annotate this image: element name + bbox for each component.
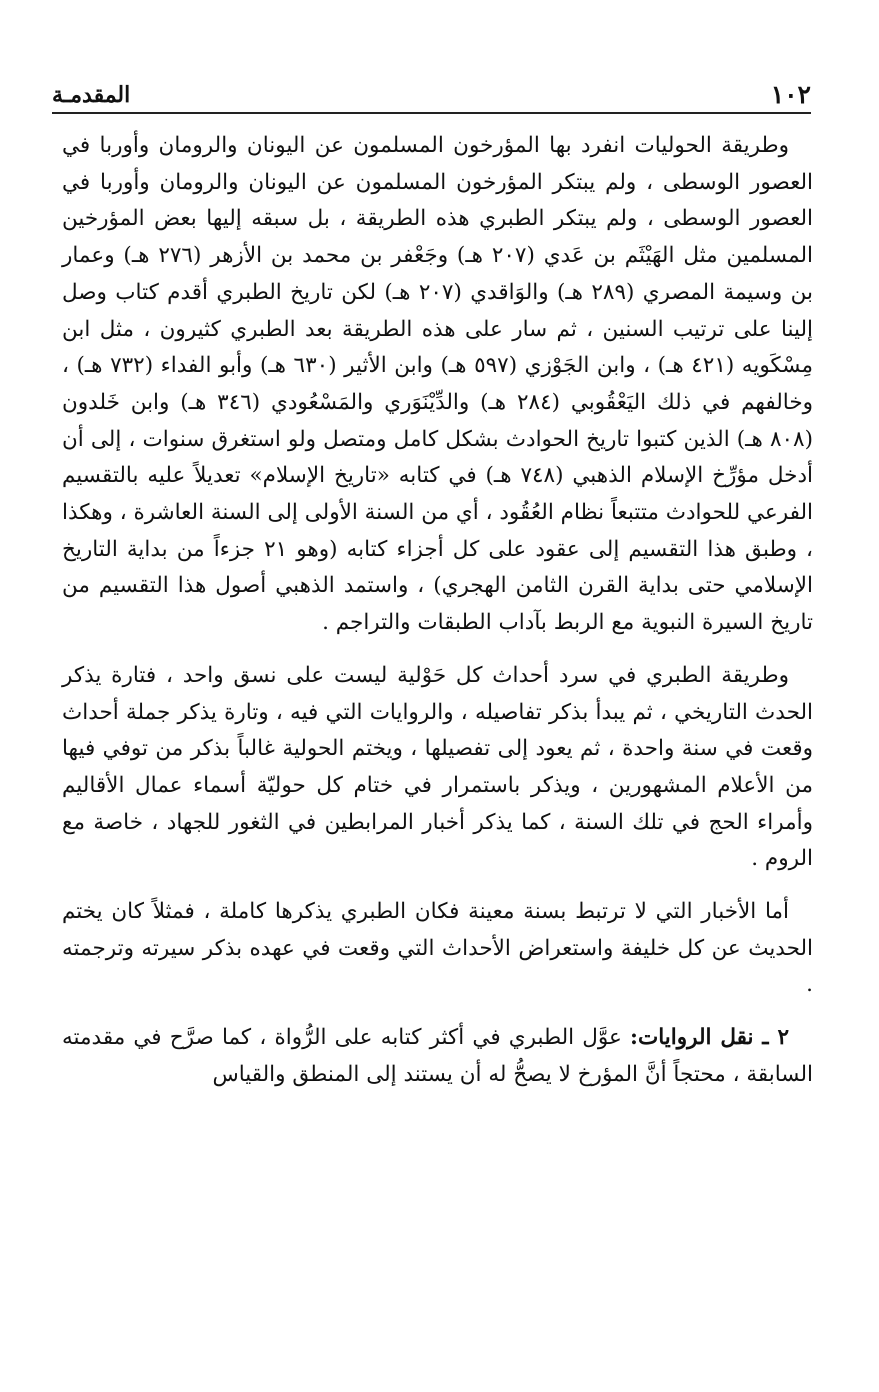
header-rule bbox=[52, 112, 811, 114]
page-number: ١٠٢ bbox=[770, 80, 811, 109]
running-title: المقدمـة bbox=[52, 82, 131, 108]
paragraph-undated-news: أما الأخبار التي لا ترتبط بسنة معينة فكان الطبري يذكرها كاملة ، فمثلاً كان يختم الحديث عن كل خليفة واستعراض الأحداث التي وقعت في عهده بذكر سيرته وترجمته . bbox=[62, 899, 813, 998]
section-heading: ٢ ـ نقل الروايات: bbox=[630, 1025, 789, 1051]
paragraph-narration-style: وطريقة الطبري في سرد أحداث كل حَوْلية ليست على نسق واحد ، فتارة يذكر الحدث التاريخي ، ثم يبدأ بذكر تفاصيله ، والروايات التي فيه ، وتارة يذكر جملة أحداث وقعت في سنة واحدة ، ثم يعود إلى تفصيلها ، ويختم الحولية غالباً بذكر من توفي فيها من الأعلام المشهورين ، ويذكر باستمرار في ختام كل حوليّة أسماء عمال الأقاليم وأمراء الحج في تلك السنة ، كما يذكر أخبار المرابطين في الثغور للجهاد ، خاصة مع الروم . bbox=[62, 662, 813, 872]
paragraph-transmission bbox=[62, 1020, 813, 1093]
paragraph-annals-method: وطريقة الحوليات انفرد بها المؤرخون المسلمون عن اليونان والرومان وأوربا في العصور الوسطى ، ولم يبتكر المؤرخون المسلمون عن اليونان والرومان وأوربا في العصور الوسطى ، ولم يبتكر الطبري هذه الطريقة ، بل سبقه إليها بعض المؤرخين المسلمين مثل الهَيْثَم بن عَدي (٢٠٧ هـ) وجَعْفر بن محمد بن الأزهر (٢٧٦ هـ) وعمار بن وسيمة المصري (٢٨٩ هـ) والوَاقدي (٢٠٧ هـ) لكن تاريخ الطبري أقدم كتاب وصل إلينا على ترتيب السنين ، ثم سار على هذه الطريقة بعد الطبري كثيرون ، مثل ابن مِسْكَويه (٤٢١ هـ) ، وابن الجَوْزي (٥٩٧ هـ) وابن الأثير (٦٣٠ هـ) وأبو الفداء (٧٣٢ هـ) ، وخالفهم في ذلك اليَعْقُوبي (٢٨٤ هـ) والدِّيْنَوَري والمَسْعُودي (٣٤٦ هـ) وابن خَلدون (٨٠٨ هـ) الذين كتبوا تاريخ الحوادث بشكل كامل ومتصل ولو استغرق سنوات ، إلى أن أدخل مؤرِّخ الإسلام الذهبي (٧٤٨ هـ) في كتابه «تاريخ الإسلام» تعديلاً عليه بالتقسيم الفرعي للحوادث متتبعاً نظام العُقُود ، أي من السنة الأولى إلى السنة العاشرة ، وهكذا ، وطبق هذا التقسيم إلى عقود على كل أجزاء كتابه (وهو ٢١ جزءاً من بداية التاريخ الإسلامي حتى بداية القرن الثامن الهجري) ، واستمد الذهبي أصول هذا التقسيم من تاريخ السيرة النبوية مع الربط بآداب الطبقات والتراجم . bbox=[62, 133, 814, 636]
paragraph-transmission-text: عوَّل الطبري في أكثر كتابه على الرُّواة ، كما صرَّح في مقدمته السابقة ، محتجاً أنَّ المؤرخ لا يصحُّ له أن يستند إلى المنطق والقياس bbox=[62, 1025, 813, 1087]
body-text bbox=[62, 128, 813, 1094]
page-header bbox=[52, 70, 811, 110]
